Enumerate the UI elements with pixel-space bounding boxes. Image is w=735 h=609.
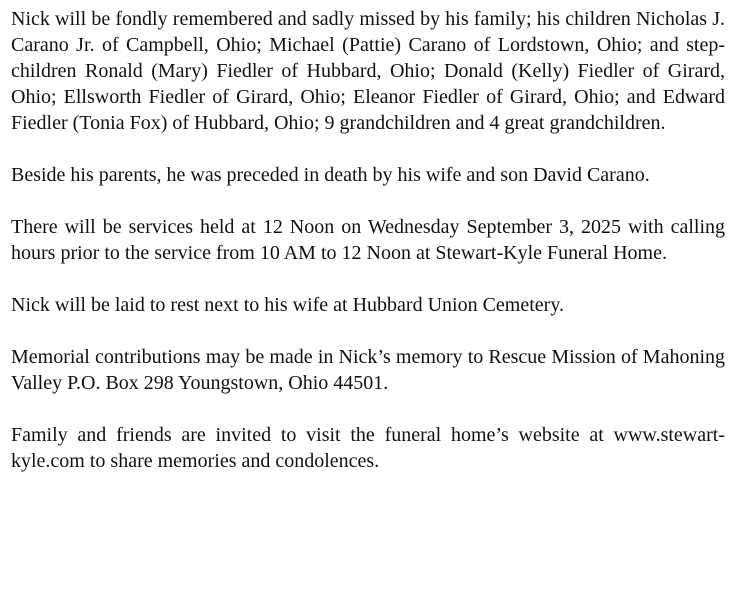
paragraph-burial: Nick will be laid to rest next to his wife at Hubbard Union Cemetery. — [11, 294, 565, 316]
paragraph-services: There will be services held at 12 Noon on Wednesday September 3, 2025 with calling hours prior to the service from 10 AM to 12 Noon at Stewart-Kyle Funeral Home. — [11, 216, 725, 264]
paragraph-preceded-in-death: Beside his parents, he was preceded in death by his wife and son David Carano. — [11, 164, 650, 186]
obituary-document — [11, 0, 725, 500]
paragraph-family: Nick will be fondly remembered and sadly missed by his family; his children Nicholas J. Carano Jr. of Campbell, Ohio; Michael (Pattie) Carano of Lordstown, Ohio; and step-children Ronald (Mary) Fiedler of Hubbard, Ohio; Donald (Kelly) Fiedler of Girard, Ohio; Ellsworth Fiedler of Girard, Ohio; Eleanor Fiedler of Girard, Ohio; and Edward Fiedler (Tonia Fox) of Hubbard, Ohio; 9 grandchildren and 4 great grandchildren. — [11, 8, 725, 134]
paragraph-memorial-contributions: Memorial contributions may be made in Nick’s memory to Rescue Mission of Mahoning Valley P.O. Box 298 Youngstown, Ohio 44501. — [11, 346, 725, 394]
paragraph-website: Family and friends are invited to visit the funeral home’s website at www.stewart-kyle.com to share memories and condolences. — [11, 424, 725, 472]
